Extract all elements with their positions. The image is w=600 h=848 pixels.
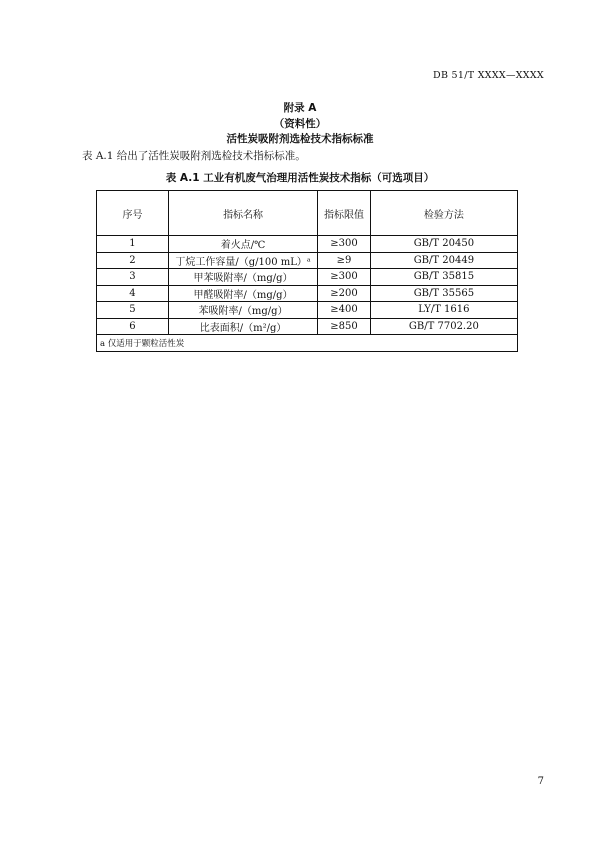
cell-indicator: 着火点/℃ bbox=[168, 236, 317, 253]
document-code: DB 51/T XXXX—XXXX bbox=[433, 70, 544, 81]
page-number: 7 bbox=[537, 776, 544, 787]
cell-limit: ≥9 bbox=[318, 252, 371, 269]
table-footnote-row bbox=[97, 335, 518, 352]
cell-method: GB/T 20450 bbox=[370, 236, 517, 253]
table-row bbox=[97, 252, 518, 269]
cell-limit: ≥300 bbox=[318, 269, 371, 286]
table-row bbox=[97, 285, 518, 302]
cell-method: GB/T 35565 bbox=[370, 285, 517, 302]
table-row bbox=[97, 318, 518, 335]
cell-indicator: 比表面积/（m²/g） bbox=[168, 318, 317, 335]
table-footnote: a 仅适用于颗粒活性炭 bbox=[97, 335, 518, 352]
table-row bbox=[97, 236, 518, 253]
cell-method: GB/T 35815 bbox=[370, 269, 517, 286]
intro-text: 表 A.1 给出了活性炭吸附剂选检技术指标标准。 bbox=[82, 150, 306, 162]
cell-seq: 5 bbox=[97, 302, 169, 319]
cell-seq: 3 bbox=[97, 269, 169, 286]
cell-seq: 4 bbox=[97, 285, 169, 302]
table-header-row bbox=[97, 191, 518, 236]
table-row bbox=[97, 302, 518, 319]
header-limit: 指标限值 bbox=[318, 191, 371, 236]
cell-seq: 6 bbox=[97, 318, 169, 335]
cell-indicator: 丁烷工作容量/（g/100 mL）ᵃ bbox=[168, 252, 317, 269]
header-indicator: 指标名称 bbox=[168, 191, 317, 236]
appendix-heading: 活性炭吸附剂选检技术指标标准 bbox=[226, 133, 374, 145]
header-seq: 序号 bbox=[97, 191, 169, 236]
appendix-title: 附录 A bbox=[283, 102, 317, 114]
cell-limit: ≥200 bbox=[318, 285, 371, 302]
appendix-subtitle: （资料性） bbox=[273, 118, 327, 130]
cell-indicator: 甲苯吸附率/（mg/g） bbox=[168, 269, 317, 286]
cell-method: LY/T 1616 bbox=[370, 302, 517, 319]
cell-method: GB/T 7702.20 bbox=[370, 318, 517, 335]
cell-indicator: 甲醛吸附率/（mg/g） bbox=[168, 285, 317, 302]
cell-limit: ≥400 bbox=[318, 302, 371, 319]
cell-seq: 2 bbox=[97, 252, 169, 269]
cell-seq: 1 bbox=[97, 236, 169, 253]
cell-method: GB/T 20449 bbox=[370, 252, 517, 269]
cell-indicator: 苯吸附率/（mg/g） bbox=[168, 302, 317, 319]
spec-table bbox=[96, 190, 518, 352]
table-title: 表 A.1 工业有机废气治理用活性炭技术指标（可选项目） bbox=[165, 172, 435, 184]
table-row bbox=[97, 269, 518, 286]
header-method: 检验方法 bbox=[370, 191, 517, 236]
cell-limit: ≥850 bbox=[318, 318, 371, 335]
cell-limit: ≥300 bbox=[318, 236, 371, 253]
